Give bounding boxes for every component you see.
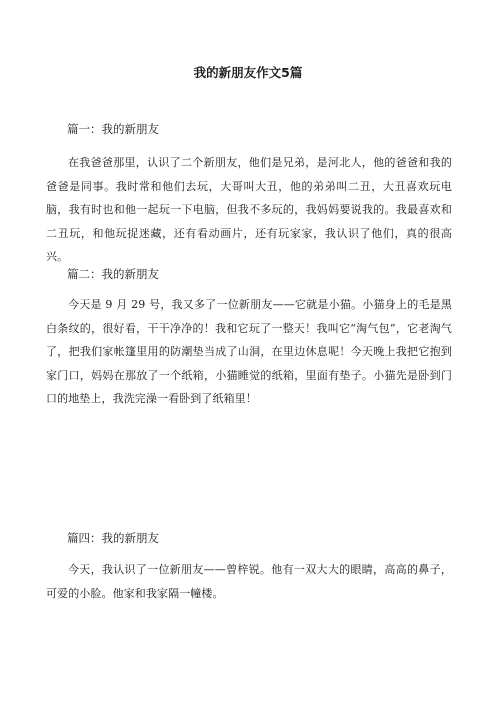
section-paragraph-2: 今天是 9 月 29 号，我又多了一位新朋友——它就是小猫。小猫身上的毛是黑白条纹的，很好看，干干净净的！我和它玩了一整天！我叫它“淘气包”，它老淘气了，把我们家帐篷里用的防潮垫当成了山洞，在里边休息呢！今天晚上我把它抱到家门口，妈妈在那放了一个纸箱，小猫睡觉的纸箱，里面有垫子。小猫先是卧到门口的地垫上，我洗完澡一看卧到了纸箱里！ [46,298,452,405]
section-paragraph-1: 在我爸爸那里，认识了二个新朋友，他们是兄弟，是河北人，他的爸爸和我的爸爸是同事。我时常和他们去玩，大哥叫大丑，他的弟弟叫二丑，大丑喜欢玩电脑，我有时也和他一起玩一下电脑，但我不多玩的，我妈妈要说我的。我最喜欢和二丑玩，和他玩捉迷藏，还有看动画片，还有玩家家，我认识了他们，真的很高兴。 [46,156,452,263]
section-paragraph-4: 今天，我认识了一位新朋友——曾梓锐。他有一双大大的眼睛，高高的鼻子，可爱的小脸。他家和我家隔一幢楼。 [46,563,452,600]
section-heading-1: 篇一：我的新朋友 [67,122,159,136]
section-heading-2: 篇二：我的新朋友 [67,267,159,281]
section-heading-4: 篇四：我的新朋友 [67,531,159,545]
document-title: 我的新朋友作文5篇 [193,65,303,80]
